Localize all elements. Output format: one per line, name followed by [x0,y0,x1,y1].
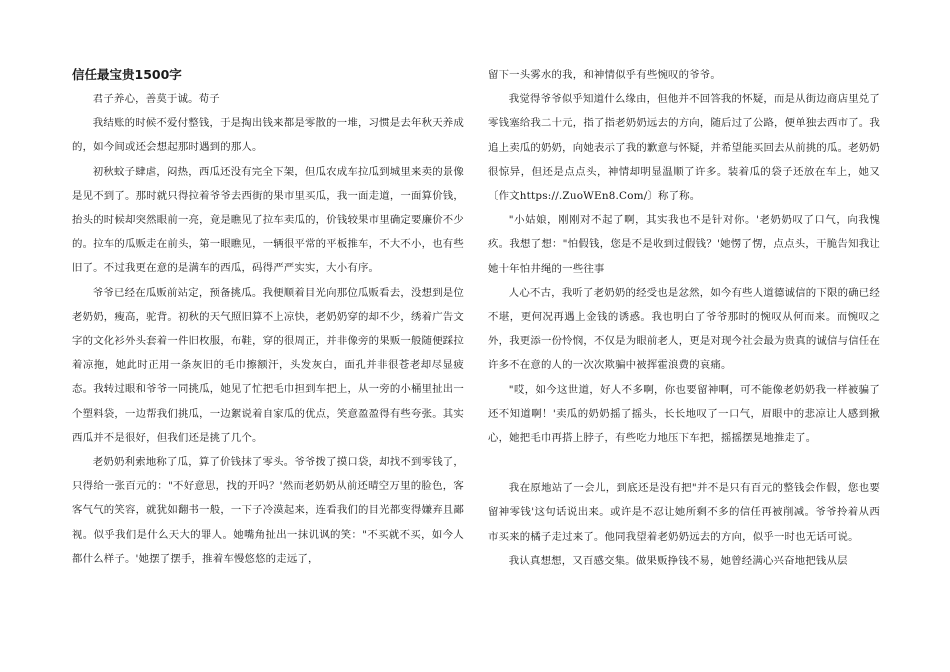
paragraph: 初秋蚊子肆虐，闷热，西瓜还没有完全下架，但瓜农成车拉瓜到城里来卖的景像是见不到了。那时就只得拉着爷爷去西街的果市里买瓜，我一面走道，一面算价钱，抬头的时候却突然眼前一亮，竟是瞧见了拉车卖瓜的，价钱较果市里确定要廉价不少的。拉车的瓜贩走在前头，第一眼瞧见，一辆很平常的平板推车，不大不小，也有些旧了。不过我更在意的是满车的西瓜，码得严严实实，大小有序。 [72,165,464,275]
paragraph: "小姑娘，刚刚对不起了啊，其实我也不是针对你。'老奶奶叹了口气，向我愧疚。我想了想："怕假钱，您是不是收到过假钱？'她愣了愣，点点头，干脆告知我让她十年怕井绳的一些往事 [488,214,880,275]
right-column [488,63,880,573]
paragraph: 老奶奶利索地称了瓜，算了价钱抹了零头。爷爷拨了摸口袋，却找不到零钱了，只得给一张百元的："不好意思，找的开吗？'然而老奶奶从前还晴空万里的脸色，客客气气的笑容，就犹如翻书一般，一下子冷漠起来，连看我们的目光都变得嫌弃且鄙视。似乎我们是什么天大的罪人。她嘴角扯出一抹讥讽的笑："不买就不买，如今人都什么样子。'她摆了摆手，推着车慢悠悠的走远了， [72,456,464,565]
paragraph-spacer [488,450,880,476]
paragraph: 我觉得爷爷似乎知道什么缘由，但他并不回答我的怀疑，而是从街边商店里兑了零钱塞给我二十元，指了指老奶奶远去的方向，随后过了公路，便单独去西市了。我追上卖瓜的奶奶，向她表示了我的歉意与怀疑，并希望能买回去从前挑的瓜。老奶奶很惊异，但还是点点头，神情却明显温顺了许多。装着瓜的袋子还放在车上，她又〔作文https://.ZuoWEn8.Com/〕称了称。 [488,93,880,203]
paragraph: 我在原地站了一会儿，到底还是没有把"并不是只有百元的整钱会作假，您也要留神零钱'这句话说出来。或许是不忍让她所剩不多的信任再被削减。爷爷拎着从西市买来的橘子走过来了。他同我望着老奶奶远去的方向，似乎一时也无话可说。 [488,482,880,543]
left-column [72,63,464,571]
paragraph: 爷爷已经在瓜贩前站定，预备挑瓜。我便顺着目光向那位瓜贩看去，没想到是位老奶奶，瘦高，驼背。初秋的天气照旧算不上凉快，老奶奶穿的却不少，绣着广告文字的文化衫外头套着一件旧枚服，布鞋，穿的很周正，并非像旁的果贩一般随便踩拉着凉拖，她此时正用一条灰旧的毛巾擦额汗，头发灰白，面孔并非很苍老却尽显疲态。我转过眼和爷爷一同挑瓜，她见了忙把毛巾担到车把上，从一旁的小桶里扯出一个塑料袋，一边帮我们挑瓜，一边絮说着自家瓜的优点，笑意盈盈得有些夸张。其实西瓜并不是很好，但我们还是挑了几个。 [72,286,464,444]
paragraph: 人心不古，我听了老奶奶的经受也是忿然，如今有些人道德诚信的下限的确已经不堪，更何况再遇上金钱的诱惑。我也明白了爷爷那时的惋叹从何而来。而惋叹之外，我更添一份怜悯，不仅是为眼前老人，更是对现今社会最为贵真的诚信与信任在许多不在意的人的一次次欺骗中被挥霍浪费的哀痛。 [488,286,880,372]
paragraph-quote: 君子养心，善莫于诚。荀子 [92,93,220,105]
paragraph: "哎，如今这世道，好人不多啊，你也要留神啊，可不能像老奶奶我一样被骗了还不知道啊！'卖瓜的奶奶摇了摇头，长长地叹了一口气，眉眼中的悲凉让人感到揪心，她把毛巾再搭上脖子，有些吃力地压下车把，摇摇摆晃地推走了。 [488,383,880,445]
paragraph: 我结账的时候不爱付整钱，于是掏出钱来都是零散的一堆，习惯是去年秋天养成的，如今间或还会想起那时遇到的那人。 [72,117,464,154]
paragraph: 我认真想想，又百感交集。做果贩挣钱不易，她曾经满心兴奋地把钱从层 [508,554,848,567]
essay-title: 信任最宝贵1500字 [72,67,182,82]
paragraph-continued: 留下一头雾水的我，和神情似乎有些惋叹的爷爷。 [488,69,721,81]
